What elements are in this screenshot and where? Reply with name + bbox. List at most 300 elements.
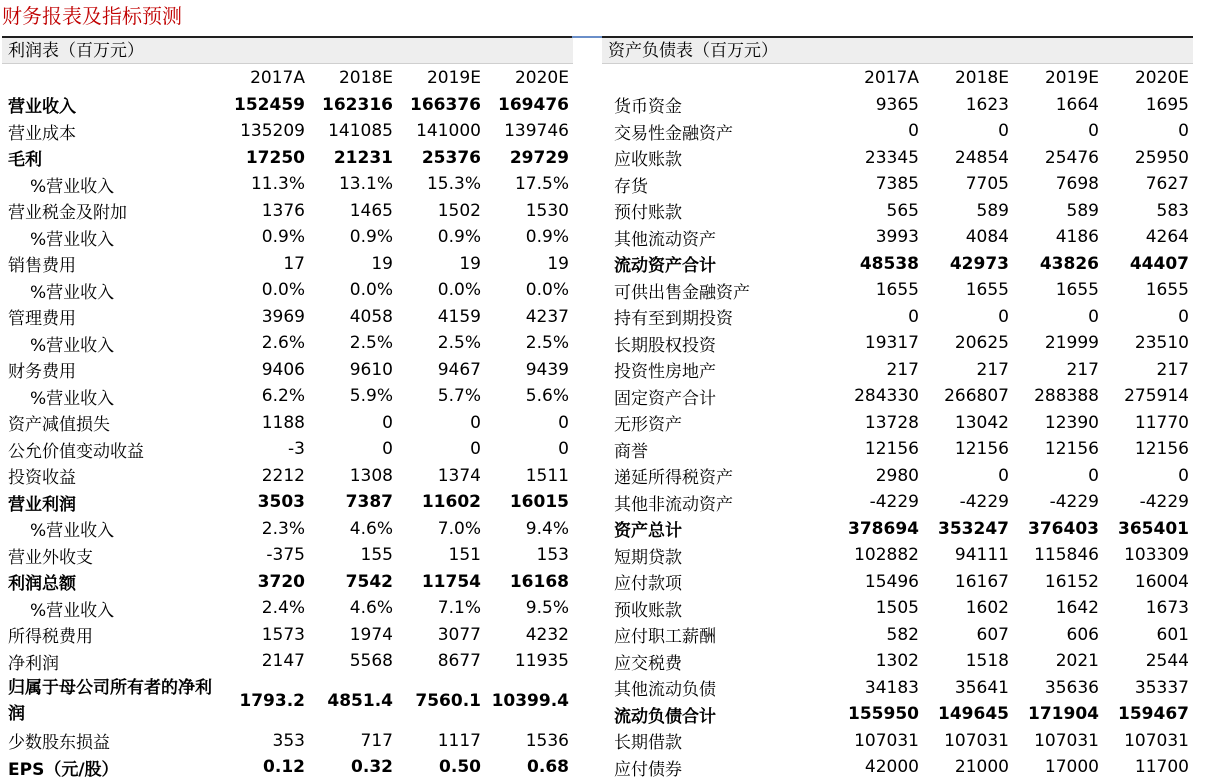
table-row — [608, 622, 1193, 649]
row-label: 利润总额 — [8, 574, 76, 595]
row-value: 217 — [886, 359, 919, 380]
row-value: 0 — [558, 412, 569, 433]
row-value: 35641 — [954, 677, 1009, 698]
row-value: 0 — [470, 412, 481, 433]
row-value: 1602 — [965, 598, 1009, 619]
row-label: 销售费用 — [8, 256, 76, 277]
row-value: 378694 — [848, 518, 919, 539]
row-value: -3 — [288, 439, 305, 460]
row-label: 固定资产合计 — [614, 388, 716, 409]
row-value: 7705 — [965, 174, 1009, 195]
table-row — [2, 436, 573, 463]
row-label: 其他流动资产 — [614, 229, 716, 250]
table-row — [608, 489, 1193, 516]
table-row — [2, 410, 573, 437]
year-header: 2018E — [338, 68, 393, 89]
row-value: 43826 — [1039, 253, 1099, 274]
row-value: 25376 — [421, 147, 481, 168]
row-label: %营业收入 — [30, 388, 115, 409]
row-label: 营业收入 — [8, 97, 76, 118]
row-label: 投资性房地产 — [614, 362, 716, 383]
table-row — [608, 304, 1193, 331]
table-row — [2, 728, 573, 755]
row-value: 9.5% — [525, 598, 569, 619]
row-value: 1530 — [525, 200, 569, 221]
row-value: 107031 — [1034, 730, 1099, 751]
row-value: 7627 — [1145, 174, 1189, 195]
row-value: 1655 — [875, 280, 919, 301]
row-value: 1117 — [437, 730, 481, 751]
row-value: 44407 — [1129, 253, 1189, 274]
table-row — [2, 489, 573, 516]
row-value: 606 — [1066, 624, 1099, 645]
row-value: 0.68 — [527, 757, 569, 778]
year-header: 2020E — [1134, 68, 1189, 89]
table-row — [608, 145, 1193, 172]
row-value: 0 — [1088, 465, 1099, 486]
row-value: 7542 — [345, 571, 393, 592]
row-value: 2.5% — [525, 333, 569, 354]
table-row — [608, 224, 1193, 251]
row-label: 所得税费用 — [8, 627, 93, 648]
row-value: 1695 — [1145, 94, 1189, 115]
row-value: 34183 — [864, 677, 919, 698]
row-value: 16167 — [954, 571, 1009, 592]
row-value: 25950 — [1134, 147, 1189, 168]
row-label: 其他流动负债 — [614, 680, 716, 701]
year-header: 2019E — [1044, 68, 1099, 89]
row-value: 155950 — [848, 704, 919, 725]
row-value: 7385 — [875, 174, 919, 195]
row-value: 17000 — [1044, 757, 1099, 778]
balance-year-header-row — [608, 65, 1193, 92]
year-header: 2020E — [514, 68, 569, 89]
table-row — [608, 701, 1193, 728]
row-value: 3993 — [875, 227, 919, 248]
row-label: 营业利润 — [8, 494, 76, 515]
row-label: 递延所得税资产 — [614, 468, 733, 489]
row-value: 6.2% — [261, 386, 305, 407]
row-value: 135209 — [240, 121, 305, 142]
row-value: 139746 — [504, 121, 569, 142]
row-value: 565 — [886, 200, 919, 221]
table-row — [608, 251, 1193, 278]
row-value: 153 — [536, 545, 569, 566]
row-value: 4232 — [525, 624, 569, 645]
balance-sheet-header: 资产负债表（百万元） — [602, 36, 1193, 64]
row-value: 0.9% — [525, 227, 569, 248]
row-value: 24854 — [954, 147, 1009, 168]
row-value: 1642 — [1055, 598, 1099, 619]
table-row — [608, 569, 1193, 596]
row-value: 21999 — [1044, 333, 1099, 354]
table-row — [2, 357, 573, 384]
income-year-header-row — [2, 65, 573, 92]
row-value: 0.0% — [525, 280, 569, 301]
row-value: 275914 — [1124, 386, 1189, 407]
row-value: 12156 — [1044, 439, 1099, 460]
row-label: EPS（元/股） — [8, 759, 119, 780]
row-label: 资产总计 — [614, 521, 682, 542]
table-row — [2, 463, 573, 490]
table-row — [608, 410, 1193, 437]
table-row — [2, 224, 573, 251]
row-value: 4851.4 — [327, 691, 393, 711]
row-value: 5.9% — [349, 386, 393, 407]
row-value: 1623 — [965, 94, 1009, 115]
row-value: 1374 — [437, 465, 481, 486]
row-label: 财务费用 — [8, 362, 76, 383]
row-value: 217 — [976, 359, 1009, 380]
row-value: 1502 — [437, 200, 481, 221]
table-row — [608, 92, 1193, 119]
table-row — [608, 383, 1193, 410]
row-value: 0 — [1178, 121, 1189, 142]
row-value: 11935 — [514, 651, 569, 672]
row-label: 货币资金 — [614, 97, 682, 118]
row-value: 1664 — [1055, 94, 1099, 115]
row-label: 应付债券 — [614, 759, 682, 780]
row-value: 7.0% — [437, 518, 481, 539]
table-row — [2, 118, 573, 145]
table-row — [2, 171, 573, 198]
row-value: 17.5% — [514, 174, 569, 195]
row-label: %营业收入 — [30, 282, 115, 303]
row-value: 9406 — [261, 359, 305, 380]
row-label: 营业税金及附加 — [8, 203, 127, 224]
row-value: 2.5% — [349, 333, 393, 354]
row-value: 0 — [1178, 465, 1189, 486]
row-value: 2147 — [261, 651, 305, 672]
table-row — [2, 622, 573, 649]
row-value: 1302 — [875, 651, 919, 672]
row-value: 7.1% — [437, 598, 481, 619]
row-value: 2.6% — [261, 333, 305, 354]
row-label: 短期贷款 — [614, 547, 682, 568]
row-value: 582 — [886, 624, 919, 645]
row-value: 9610 — [349, 359, 393, 380]
row-value: 9439 — [525, 359, 569, 380]
table-row — [608, 171, 1193, 198]
row-value: 42000 — [864, 757, 919, 778]
table-row — [2, 198, 573, 225]
table-row — [608, 198, 1193, 225]
row-label: 少数股东损益 — [8, 733, 110, 754]
row-label: 公允价值变动收益 — [8, 441, 144, 462]
table-row — [608, 542, 1193, 569]
row-value: 11770 — [1134, 412, 1189, 433]
header-accent-line — [572, 36, 602, 38]
row-value: 1974 — [349, 624, 393, 645]
row-value: 0.32 — [351, 757, 393, 778]
table-row — [2, 145, 573, 172]
row-label: 归属于母公司所有者的净利润 — [8, 678, 212, 724]
row-value: 9365 — [875, 94, 919, 115]
row-value: 152459 — [234, 94, 305, 115]
balance-sheet-table — [608, 65, 1193, 781]
table-row — [2, 251, 573, 278]
header-blank-cell — [608, 65, 833, 92]
year-header: 2018E — [954, 68, 1009, 89]
row-value: 19 — [459, 253, 481, 274]
table-row — [608, 118, 1193, 145]
row-value: 19 — [547, 253, 569, 274]
row-value: 11700 — [1134, 757, 1189, 778]
row-label: %营业收入 — [30, 229, 115, 250]
row-value: 151 — [448, 545, 481, 566]
row-value: 94111 — [954, 545, 1009, 566]
table-row — [608, 436, 1193, 463]
row-value: 0 — [1178, 306, 1189, 327]
table-row — [2, 542, 573, 569]
row-label: %营业收入 — [30, 335, 115, 356]
row-value: 601 — [1156, 624, 1189, 645]
row-label: %营业收入 — [30, 600, 115, 621]
row-label: 净利润 — [8, 653, 59, 674]
row-label: 营业外收支 — [8, 547, 93, 568]
row-label: 资产减值损失 — [8, 415, 110, 436]
row-label: 可供出售金融资产 — [614, 282, 750, 303]
row-value: 13728 — [864, 412, 919, 433]
row-value: 15.3% — [426, 174, 481, 195]
row-value: 169476 — [498, 94, 569, 115]
row-value: 21231 — [333, 147, 393, 168]
row-value: 35337 — [1134, 677, 1189, 698]
row-value: 0 — [1088, 121, 1099, 142]
table-row — [2, 304, 573, 331]
row-value: 0 — [558, 439, 569, 460]
row-label: %营业收入 — [30, 521, 115, 542]
row-value: 11754 — [421, 571, 481, 592]
row-label: %营业收入 — [30, 176, 115, 197]
row-value: 4264 — [1145, 227, 1189, 248]
row-label: 其他非流动资产 — [614, 494, 733, 515]
row-value: 102882 — [854, 545, 919, 566]
row-value: 1573 — [261, 624, 305, 645]
row-value: 1505 — [875, 598, 919, 619]
table-row — [608, 728, 1193, 755]
row-value: 12156 — [1134, 439, 1189, 460]
row-value: 162316 — [322, 94, 393, 115]
row-value: 4.6% — [349, 598, 393, 619]
row-value: 107031 — [1124, 730, 1189, 751]
row-value: 155 — [360, 545, 393, 566]
row-value: 0.0% — [437, 280, 481, 301]
row-value: 5568 — [349, 651, 393, 672]
row-value: 0 — [908, 121, 919, 142]
row-value: 3720 — [257, 571, 305, 592]
table-row — [2, 330, 573, 357]
row-value: 5.7% — [437, 386, 481, 407]
row-value: 166376 — [410, 94, 481, 115]
row-value: 1188 — [261, 412, 305, 433]
income-statement-table — [2, 65, 573, 781]
row-value: 12156 — [954, 439, 1009, 460]
row-value: 2980 — [875, 465, 919, 486]
row-value: 1376 — [261, 200, 305, 221]
row-value: 10399.4 — [491, 691, 569, 711]
row-value: 16015 — [509, 492, 569, 513]
row-label: 长期借款 — [614, 733, 682, 754]
table-row — [608, 463, 1193, 490]
row-value: 3969 — [261, 306, 305, 327]
year-header: 2019E — [426, 68, 481, 89]
row-value: 159467 — [1118, 704, 1189, 725]
row-value: 353247 — [938, 518, 1009, 539]
table-row — [608, 277, 1193, 304]
row-value: -4229 — [869, 492, 919, 513]
row-value: 107031 — [854, 730, 919, 751]
row-label: 毛利 — [8, 150, 42, 171]
row-value: 0.9% — [437, 227, 481, 248]
row-value: 141085 — [328, 121, 393, 142]
row-value: 141000 — [416, 121, 481, 142]
row-value: 0 — [382, 412, 393, 433]
row-label: 长期股权投资 — [614, 335, 716, 356]
row-value: -375 — [266, 545, 305, 566]
row-label: 应付款项 — [614, 574, 682, 595]
row-value: 0.0% — [261, 280, 305, 301]
row-value: 25476 — [1044, 147, 1099, 168]
row-value: 1673 — [1145, 598, 1189, 619]
row-value: 9.4% — [525, 518, 569, 539]
row-value: 0.0% — [349, 280, 393, 301]
row-value: 1518 — [965, 651, 1009, 672]
table-row — [2, 595, 573, 622]
row-value: 353 — [272, 730, 305, 751]
row-value: 217 — [1156, 359, 1189, 380]
row-value: 376403 — [1028, 518, 1099, 539]
row-value: 13.1% — [338, 174, 393, 195]
table-row — [608, 595, 1193, 622]
row-value: -4229 — [959, 492, 1009, 513]
table-row — [2, 569, 573, 596]
row-value: 4084 — [965, 227, 1009, 248]
table-row — [2, 648, 573, 675]
row-value: 107031 — [944, 730, 1009, 751]
row-label: 应交税费 — [614, 653, 682, 674]
row-value: 23345 — [864, 147, 919, 168]
row-value: 48538 — [859, 253, 919, 274]
row-label: 管理费用 — [8, 309, 76, 330]
row-value: 19317 — [864, 333, 919, 354]
row-value: 29729 — [509, 147, 569, 168]
row-value: 0 — [382, 439, 393, 460]
row-label: 持有至到期投资 — [614, 309, 733, 330]
row-value: 1655 — [965, 280, 1009, 301]
row-value: 288388 — [1034, 386, 1099, 407]
row-value: 7387 — [345, 492, 393, 513]
row-value: 19 — [371, 253, 393, 274]
row-value: 11602 — [421, 492, 481, 513]
row-value: 4058 — [349, 306, 393, 327]
row-value: 589 — [976, 200, 1009, 221]
table-row — [2, 277, 573, 304]
row-value: 365401 — [1118, 518, 1189, 539]
row-value: 0 — [998, 306, 1009, 327]
table-row — [608, 330, 1193, 357]
row-value: 2.5% — [437, 333, 481, 354]
row-value: 266807 — [944, 386, 1009, 407]
row-value: 583 — [1156, 200, 1189, 221]
table-row — [2, 383, 573, 410]
row-value: 11.3% — [250, 174, 305, 195]
row-value: -4229 — [1139, 492, 1189, 513]
year-header: 2017A — [250, 68, 305, 89]
row-value: 1465 — [349, 200, 393, 221]
row-value: 17250 — [245, 147, 305, 168]
row-label: 交易性金融资产 — [614, 123, 733, 144]
row-value: 8677 — [437, 651, 481, 672]
row-value: 1536 — [525, 730, 569, 751]
row-value: 0.9% — [349, 227, 393, 248]
row-value: 15496 — [864, 571, 919, 592]
row-value: 103309 — [1124, 545, 1189, 566]
header-blank-cell — [2, 65, 221, 92]
row-value: 20625 — [954, 333, 1009, 354]
row-value: 16168 — [509, 571, 569, 592]
row-value: 5.6% — [525, 386, 569, 407]
table-row — [608, 675, 1193, 702]
row-label: 营业成本 — [8, 123, 76, 144]
row-value: 4159 — [437, 306, 481, 327]
income-statement-header: 利润表（百万元） — [2, 36, 573, 64]
row-label: 应收账款 — [614, 150, 682, 171]
table-row — [2, 675, 573, 728]
row-value: 12156 — [864, 439, 919, 460]
row-value: 0 — [470, 439, 481, 460]
row-value: 1655 — [1145, 280, 1189, 301]
row-value: 4.6% — [349, 518, 393, 539]
table-row — [608, 516, 1193, 543]
row-label: 无形资产 — [614, 415, 682, 436]
row-value: 217 — [1066, 359, 1099, 380]
row-value: 149645 — [938, 704, 1009, 725]
row-value: 1511 — [525, 465, 569, 486]
row-label: 应付职工薪酬 — [614, 627, 716, 648]
row-label: 存货 — [614, 176, 648, 197]
row-value: 284330 — [854, 386, 919, 407]
year-header: 2017A — [864, 68, 919, 89]
row-value: 2212 — [261, 465, 305, 486]
row-value: 0.9% — [261, 227, 305, 248]
table-row — [608, 357, 1193, 384]
row-value: 2.4% — [261, 598, 305, 619]
row-value: 0 — [998, 121, 1009, 142]
row-value: 0 — [1088, 306, 1099, 327]
row-value: 13042 — [954, 412, 1009, 433]
row-value: 7560.1 — [415, 691, 481, 711]
table-row — [2, 92, 573, 119]
row-label: 商誉 — [614, 441, 648, 462]
row-label: 预付账款 — [614, 203, 682, 224]
row-value: 1793.2 — [239, 691, 305, 711]
row-value: 23510 — [1134, 333, 1189, 354]
row-value: 17 — [283, 253, 305, 274]
table-row — [608, 648, 1193, 675]
row-value: 4186 — [1055, 227, 1099, 248]
row-value: 0 — [908, 306, 919, 327]
row-value: 21000 — [954, 757, 1009, 778]
row-value: 2544 — [1145, 651, 1189, 672]
row-label: 流动负债合计 — [614, 706, 716, 727]
row-value: 35636 — [1044, 677, 1099, 698]
row-value: 1655 — [1055, 280, 1099, 301]
row-value: 16152 — [1044, 571, 1099, 592]
row-value: 3503 — [257, 492, 305, 513]
row-value: 607 — [976, 624, 1009, 645]
row-value: 4237 — [525, 306, 569, 327]
